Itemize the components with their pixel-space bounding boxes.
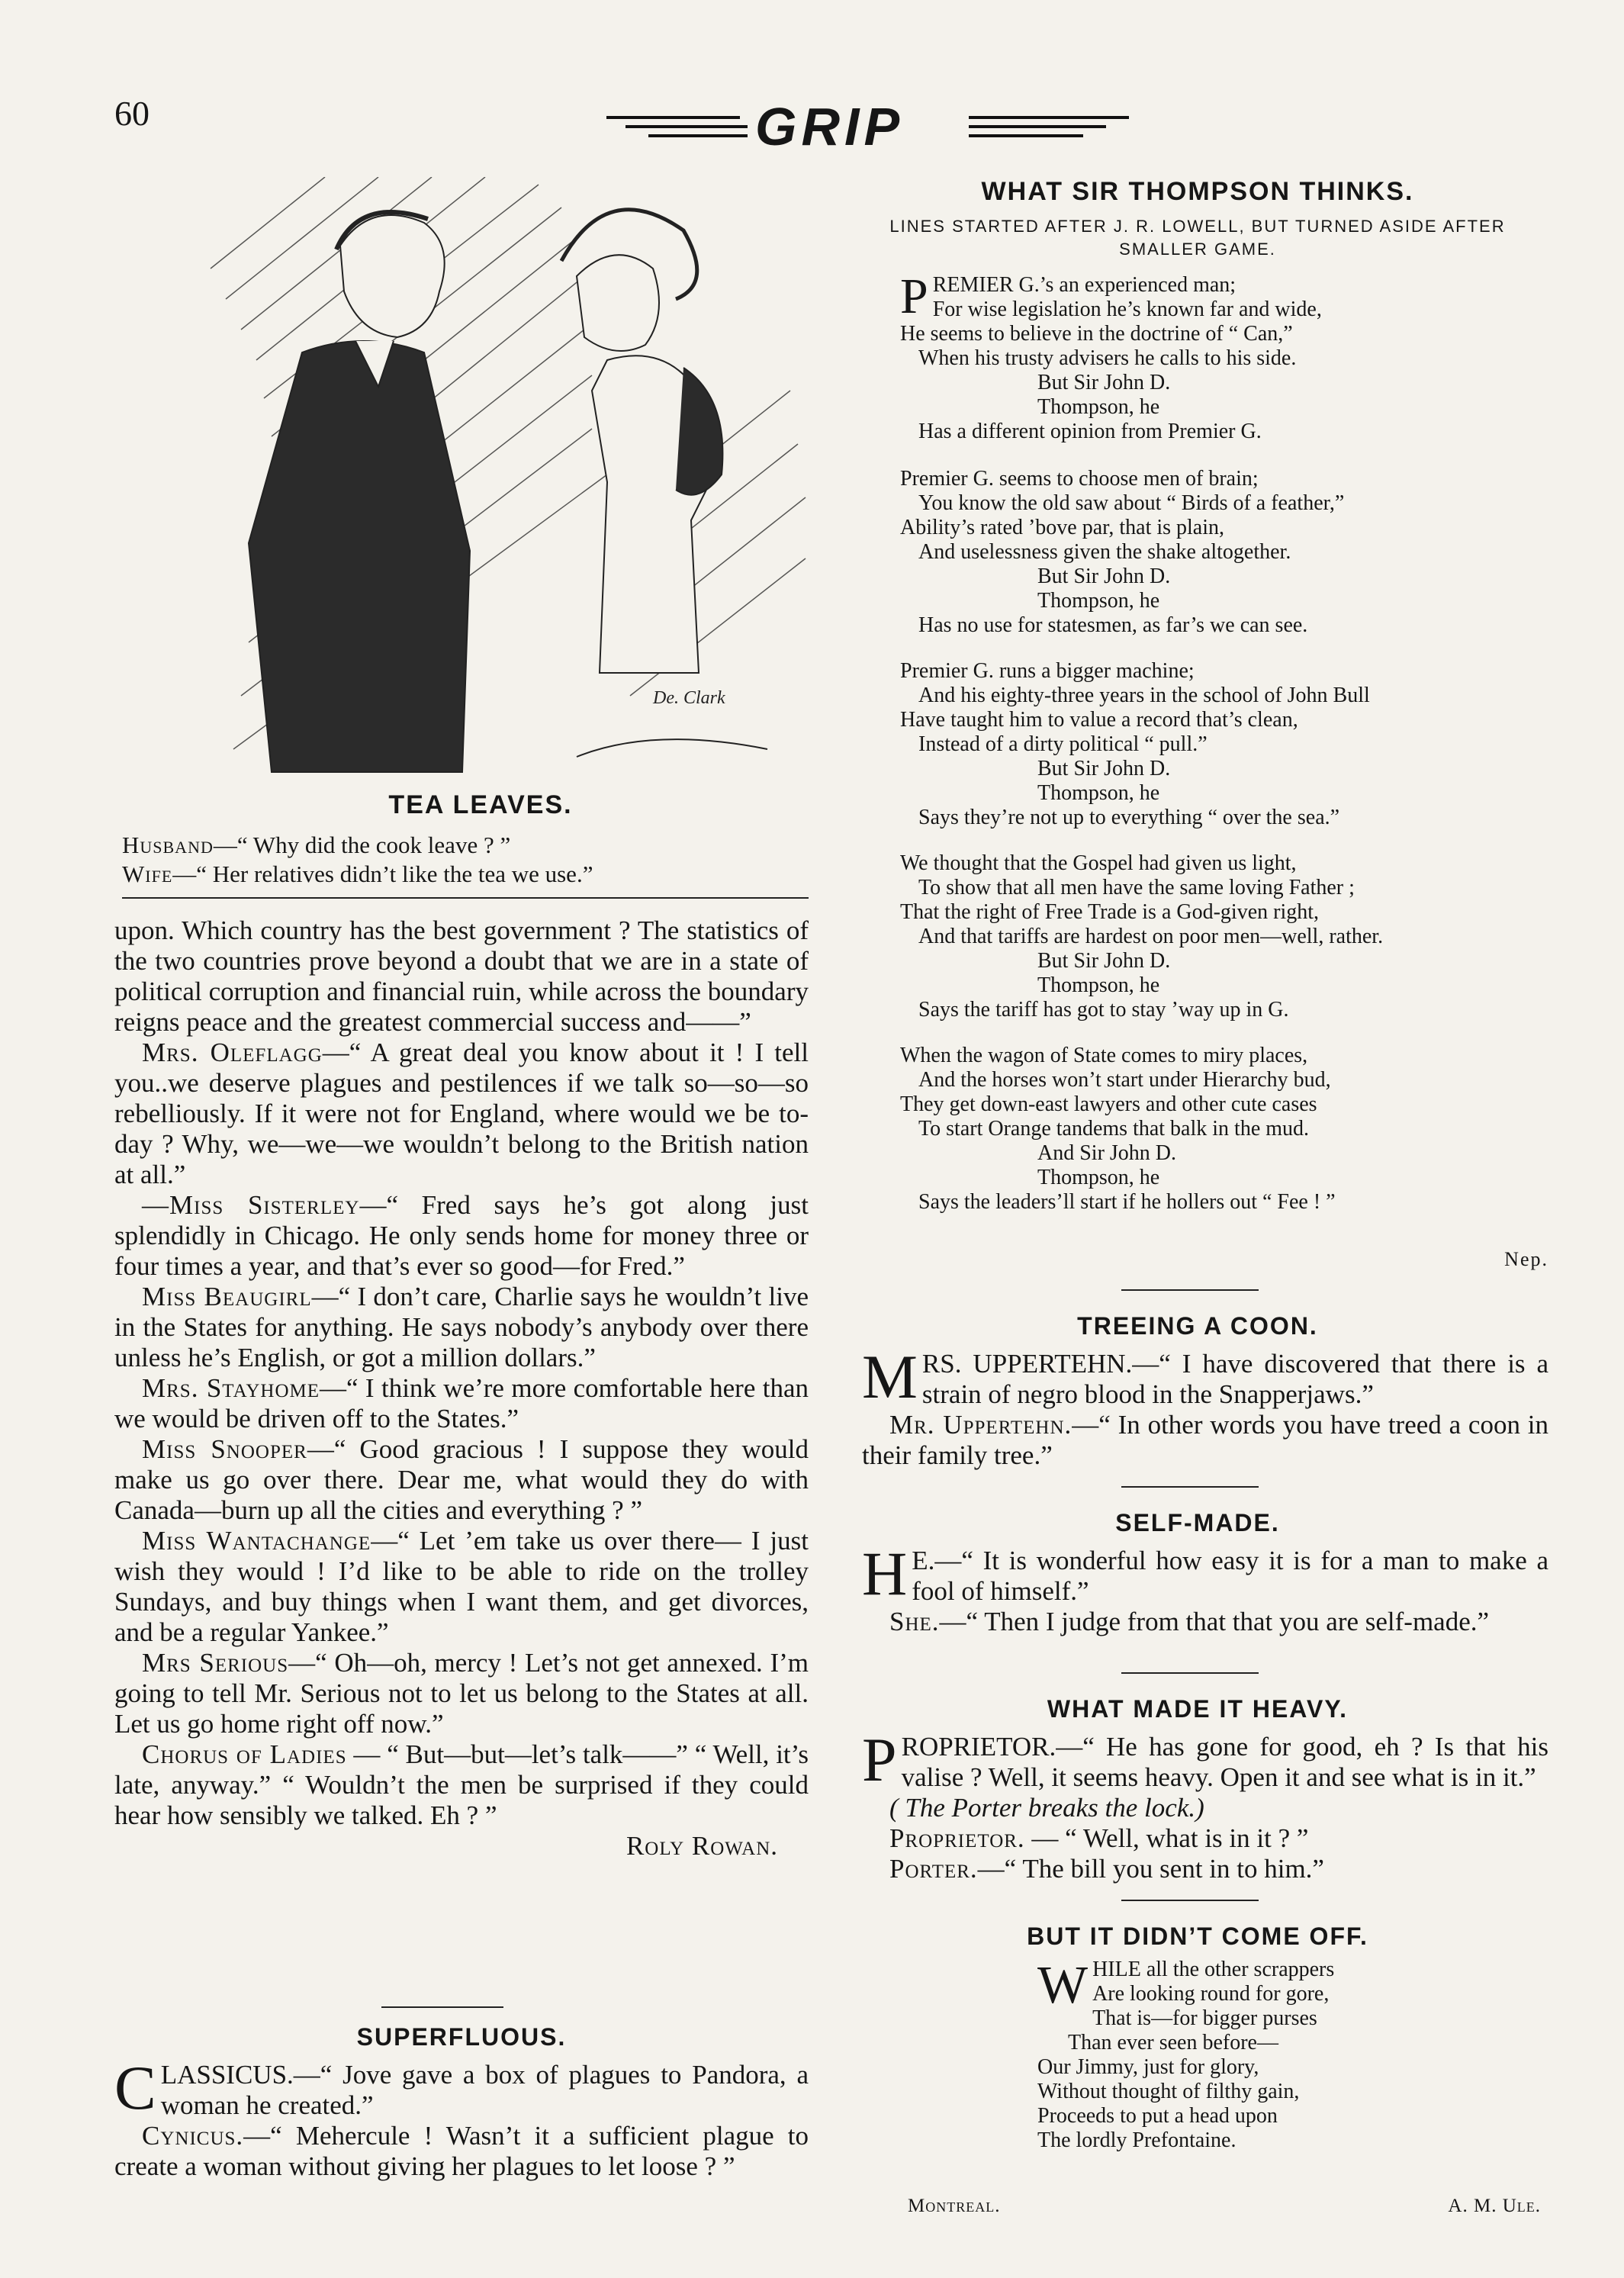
- treeing-heading: TREEING A COON.: [1077, 1312, 1318, 1340]
- artist-signature: De. Clark: [653, 688, 725, 708]
- divider: [381, 2006, 503, 2008]
- poem-line: Thompson, he: [1037, 589, 1160, 613]
- poem-line: But Sir John D.: [1037, 565, 1171, 588]
- poem-line: Says they’re not up to everything “ over the sea.”: [918, 806, 1340, 829]
- article-paragraph: Chorus of Ladies — “ But—but—let’s talk——” “ Well, it’s late, anyway.” “ Wouldn’t the men be surprised if they could hear how sensibly we talked. Eh ? ”: [114, 1739, 809, 1830]
- article-paragraph: Miss Snooper—“ Good gracious ! I suppose they would make us go over there. Dear me, what would they do with Canada—burn up all the cities and everything ? ”: [114, 1434, 809, 1525]
- divider: [122, 897, 809, 899]
- poem-line: That the right of Free Trade is a God-given right,: [900, 900, 1320, 924]
- poem-line: Our Jimmy, just for glory,: [1037, 2055, 1259, 2079]
- poem-line: When his trusty advisers he calls to his side.: [918, 346, 1297, 370]
- page-number: 60: [114, 94, 150, 133]
- thompson-heading: WHAT SIR THOMPSON THINKS.: [981, 177, 1414, 206]
- dropcap: P: [900, 269, 928, 324]
- poem-line: He seems to believe in the doctrine of “ Can,”: [900, 322, 1293, 346]
- article-signature: Roly Rowan.: [625, 1831, 778, 1861]
- poem-line: Thompson, he: [1037, 395, 1160, 419]
- poem-line: And that tariffs are hardest on poor men—well, rather.: [918, 925, 1384, 948]
- divider: [1121, 1486, 1259, 1488]
- heavy-heading: WHAT MADE IT HEAVY.: [1047, 1695, 1349, 1723]
- poem-line: Are looking round for gore,: [1092, 1982, 1330, 2006]
- poem-line: Premier G. seems to choose men of brain;: [900, 467, 1259, 491]
- selfmade-heading: SELF-MADE.: [1115, 1509, 1280, 1536]
- poem-line: REMIER G.’s an experienced man;: [932, 273, 1236, 297]
- poem-line: That is—for bigger purses: [1092, 2006, 1317, 2030]
- poem-line: And the horses won’t start under Hierarchy bud,: [918, 1068, 1331, 1092]
- divider: [1121, 1900, 1259, 1901]
- poem-stanza: [900, 467, 1556, 638]
- masthead-title: GRIP: [755, 97, 905, 156]
- article-paragraph: Mrs. Oleflagg—“ A great deal you know about it ! I tell you..we deserve plagues and pestilences if we talk so—so—so rebelliously. If it were not for England, where would we be to-day ? Why, we—we—we wouldn’t belong to the British nation at all.”: [114, 1038, 809, 1189]
- article-paragraph: upon. Which country has the best government ? The statistics of the two countries prove beyond a doubt that we are in a state of political corruption and financial ruin, while across the boundary reigns peace and the greatest commercial success and——”: [114, 915, 809, 1037]
- article-paragraph: Miss Wantachange—“ Let ’em take us over there— I just wish they would ! I’d like to be able to ride on the trolley Sundays, and buy things when I want them, and get divorces, and be a regular Yankee.”: [114, 1526, 809, 1647]
- heavy-text: PROPRIETOR.—“ He has gone for good, eh ? Is that his valise ? Well, it seems heavy. Open it and see what is in it.” ( The Porter breaks the lock.) Proprietor. — “ Well, what is in it ? ” Porter.—“ The bill you sent in to him.”: [862, 1725, 1548, 1884]
- poem-line: And his eighty-three years in the school of John Bull: [918, 684, 1370, 707]
- didnt-heading: BUT IT DIDN’T COME OFF.: [1027, 1922, 1368, 1950]
- superfluous-text: CLASSICUS.—“ Jove gave a box of plagues to Pandora, a woman he created.” Cynicus.—“ Mehercule ! Wasn’t it a sufficient plague to create a woman without giving her plagues to let loose ? ”: [114, 2053, 809, 2181]
- poem-line: To start Orange tandems that balk in the mud.: [918, 1117, 1310, 1141]
- poem-line: When the wagon of State comes to miry places,: [900, 1044, 1308, 1067]
- poem-line: But Sir John D.: [1037, 371, 1171, 394]
- poem-line: You know the old saw about “ Birds of a feather,”: [918, 491, 1345, 515]
- poem-line: Has no use for statesmen, as far’s we can see.: [918, 613, 1308, 637]
- poem-line: Has a different opinion from Premier G.: [918, 420, 1262, 443]
- poem-signature: Nep.: [1504, 1248, 1548, 1270]
- poem-line: For wise legislation he’s known far and wide,: [932, 298, 1322, 321]
- superfluous-heading: SUPERFLUOUS.: [356, 2023, 567, 2051]
- dropcap: H: [862, 1539, 908, 1608]
- didnt-footer: [908, 2196, 1541, 2217]
- dropcap: M: [862, 1342, 918, 1411]
- divider: [1121, 1672, 1259, 1674]
- poem-line: Than ever seen before—: [1068, 2031, 1278, 2054]
- poem-line: Premier G. runs a bigger machine;: [900, 659, 1195, 683]
- article-paragraph: Mrs Serious—“ Oh—oh, mercy ! Let’s not get annexed. I’m going to tell Mr. Serious not to let us belong to the States at all. Let us go home right off now.”: [114, 1648, 809, 1739]
- divider: [1121, 1289, 1259, 1291]
- tea-leaves-illustration: [150, 177, 807, 778]
- poem-line: And Sir John D.: [1037, 1141, 1177, 1165]
- left-article: [114, 915, 809, 1861]
- illustration-title: TEA LEAVES.: [388, 790, 573, 819]
- poem-line: And uselessness given the shake altogether.: [918, 540, 1291, 564]
- dropcap: C: [114, 2053, 156, 2122]
- poem-line: To show that all men have the same loving Father ;: [918, 876, 1355, 899]
- poem-line: Thompson, he: [1037, 1166, 1160, 1189]
- place: Montreal.: [908, 2196, 1001, 2216]
- didnt-poem: [1037, 1958, 1495, 2153]
- poem-line: Have taught him to value a record that’s clean,: [900, 708, 1298, 732]
- poem-line: Says the leaders’ll start if he hollers out “ Fee ! ”: [918, 1190, 1336, 1214]
- poem-line: Ability’s rated ’bove par, that is plain,: [900, 516, 1225, 539]
- poem-line: Thompson, he: [1037, 781, 1160, 805]
- poem-line: They get down-east lawyers and other cute cases: [900, 1092, 1317, 1116]
- article-paragraph: Miss Beaugirl—“ I don’t care, Charlie says he wouldn’t live in the States for anything. He says nobody’s anybody over there unless he’s English, or got a million dollars.”: [114, 1282, 809, 1372]
- poem-line: Proceeds to put a head upon: [1037, 2104, 1278, 2128]
- poem-stanza: [900, 269, 1556, 444]
- poem-stanza: [900, 851, 1556, 1022]
- poem-line: We thought that the Gospel had given us light,: [900, 851, 1297, 875]
- poem-line: The lordly Prefontaine.: [1037, 2128, 1236, 2152]
- article-paragraph: —Miss Sisterley—“ Fred says he’s got along just splendidly in Chicago. He only sends home for money three or four times a year, and that’s ever so good—for Fred.”: [114, 1190, 809, 1281]
- caption-husband: Husband—“ Why did the cook leave ? ”: [122, 832, 511, 858]
- article-paragraph: Mrs. Stayhome—“ I think we’re more comfortable here than we would be driven off to the States.”: [114, 1373, 809, 1433]
- dropcap: W: [1037, 1956, 1089, 2015]
- poem-line: But Sir John D.: [1037, 757, 1171, 780]
- signature: A. M. Ule.: [1448, 2196, 1541, 2216]
- poem-line: Thompson, he: [1037, 973, 1160, 997]
- poem-line: HILE all the other scrappers: [1092, 1958, 1335, 1981]
- thompson-subheading: LINES STARTED AFTER J. R. LOWELL, BUT TURNED ASIDE AFTER SMALLER GAME.: [889, 217, 1506, 259]
- selfmade-text: H E.—“ It is wonderful how easy it is for a man to make a fool of himself.” She.—“ Then I judge from that that you are self-made.”: [862, 1539, 1548, 1636]
- poem-stanza: [900, 659, 1556, 830]
- poem-line: But Sir John D.: [1037, 949, 1171, 973]
- poem-line: Says the tariff has got to stay ’way up in G.: [918, 998, 1289, 1022]
- dropcap: P: [862, 1725, 897, 1794]
- poem-line: Without thought of filthy gain,: [1037, 2080, 1300, 2103]
- caption-wife: Wife—“ Her relatives didn’t like the tea we use.”: [122, 861, 593, 887]
- treeing-text: MRS. UPPERTEHN.—“ I have discovered that there is a strain of negro blood in the Snapperjaws.” Mr. Uppertehn.—“ In other words you have treed a coon in their family tree.”: [862, 1342, 1548, 1470]
- poem-stanza: [900, 1044, 1556, 1215]
- poem-line: Instead of a dirty political “ pull.”: [918, 732, 1208, 756]
- thompson-poem: [900, 269, 1556, 1236]
